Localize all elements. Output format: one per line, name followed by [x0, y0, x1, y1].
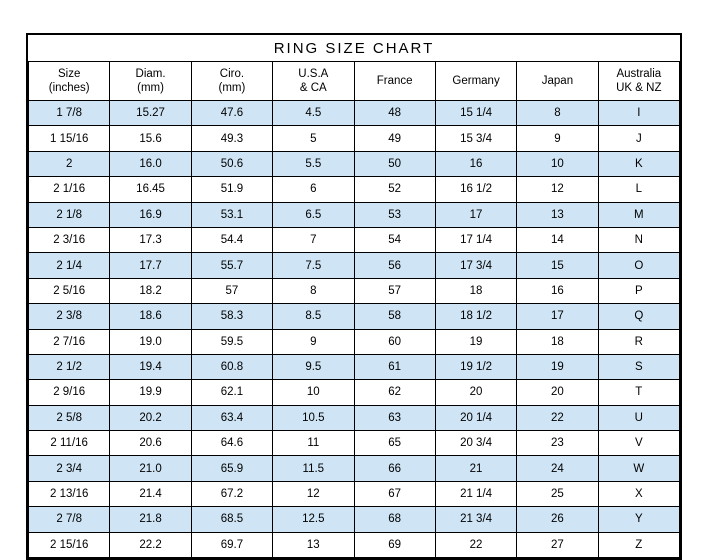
table-cell: 17	[517, 304, 598, 329]
table-cell: 16	[517, 278, 598, 303]
column-header-australia-uk-nz-line1: Australia	[616, 67, 662, 80]
table-cell: 65.9	[191, 456, 272, 481]
table-cell: 2 5/8	[29, 405, 110, 430]
column-header-size	[29, 62, 110, 101]
table-cell: 11	[273, 431, 354, 456]
table-cell: 24	[517, 456, 598, 481]
table-row	[29, 278, 680, 303]
table-cell: 19.0	[110, 329, 191, 354]
table-cell: 54	[354, 227, 435, 252]
table-cell: 20 3/4	[435, 431, 516, 456]
column-header-diameter-line1: Diam.	[135, 67, 166, 80]
table-row	[29, 101, 680, 126]
table-cell: 67.2	[191, 481, 272, 506]
table-cell: U	[598, 405, 679, 430]
table-cell: 51.9	[191, 177, 272, 202]
table-cell: 2	[29, 151, 110, 176]
table-cell: 18	[435, 278, 516, 303]
column-header-australia-uk-nz-line2: UK & NZ	[616, 82, 662, 94]
table-cell: 62.1	[191, 380, 272, 405]
column-header-france	[354, 62, 435, 101]
table-cell: 8	[517, 101, 598, 126]
table-row	[29, 405, 680, 430]
table-cell: 11.5	[273, 456, 354, 481]
table-cell: 17 3/4	[435, 253, 516, 278]
table-cell: 60.8	[191, 354, 272, 379]
column-header-size-line2: (inches)	[48, 82, 90, 94]
column-header-circumference-line1: Ciro.	[219, 67, 245, 80]
table-cell: 1 15/16	[29, 126, 110, 151]
table-cell: 16.0	[110, 151, 191, 176]
table-cell: W	[598, 456, 679, 481]
table-row	[29, 507, 680, 532]
table-cell: 69	[354, 532, 435, 557]
table-cell: 2 1/4	[29, 253, 110, 278]
table-cell: 8	[273, 278, 354, 303]
table-cell: 19.4	[110, 354, 191, 379]
table-cell: 15.6	[110, 126, 191, 151]
table-cell: 66	[354, 456, 435, 481]
table-cell: 65	[354, 431, 435, 456]
table-cell: 21.0	[110, 456, 191, 481]
table-cell: S	[598, 354, 679, 379]
table-cell: 6	[273, 177, 354, 202]
table-row	[29, 380, 680, 405]
table-cell: 68	[354, 507, 435, 532]
table-cell: 9	[273, 329, 354, 354]
table-cell: 20 1/4	[435, 405, 516, 430]
table-cell: 16.45	[110, 177, 191, 202]
table-cell: M	[598, 202, 679, 227]
table-header	[29, 35, 680, 101]
table-cell: 2 5/16	[29, 278, 110, 303]
table-cell: 15	[517, 253, 598, 278]
table-cell: 2 9/16	[29, 380, 110, 405]
table-cell: 2 7/8	[29, 507, 110, 532]
table-cell: 61	[354, 354, 435, 379]
table-cell: 12.5	[273, 507, 354, 532]
table-cell: 27	[517, 532, 598, 557]
column-header-usa-ca-line2: & CA	[299, 82, 327, 94]
column-header-germany-line1: Germany	[452, 74, 500, 87]
table-cell: 7.5	[273, 253, 354, 278]
column-header-diameter	[110, 62, 191, 101]
column-header-circumference-line2: (mm)	[218, 82, 246, 94]
table-cell: 20.2	[110, 405, 191, 430]
table-row	[29, 304, 680, 329]
table-cell: 6.5	[273, 202, 354, 227]
table-row	[29, 532, 680, 557]
column-header-diameter-line2: (mm)	[137, 82, 164, 94]
table-cell: 53	[354, 202, 435, 227]
table-cell: K	[598, 151, 679, 176]
table-cell: 60	[354, 329, 435, 354]
table-cell: 2 15/16	[29, 532, 110, 557]
table-cell: R	[598, 329, 679, 354]
table-cell: 19	[517, 354, 598, 379]
table-cell: 2 3/8	[29, 304, 110, 329]
table-cell: J	[598, 126, 679, 151]
table-row	[29, 253, 680, 278]
table-cell: 13	[517, 202, 598, 227]
ring-size-chart	[26, 33, 682, 560]
table-cell: 57	[354, 278, 435, 303]
table-cell: 21 1/4	[435, 481, 516, 506]
table-cell: 64.6	[191, 431, 272, 456]
table-row	[29, 431, 680, 456]
table-cell: 63	[354, 405, 435, 430]
table-cell: 21.4	[110, 481, 191, 506]
table-row	[29, 126, 680, 151]
table-cell: 5.5	[273, 151, 354, 176]
table-cell: 17.3	[110, 227, 191, 252]
table-cell: I	[598, 101, 679, 126]
column-header-france-line1: France	[376, 74, 413, 87]
table-cell: 56	[354, 253, 435, 278]
table-cell: 2 1/8	[29, 202, 110, 227]
table-cell: 19 1/2	[435, 354, 516, 379]
column-header-australia-uk-nz	[598, 62, 679, 101]
table-cell: 58	[354, 304, 435, 329]
table-cell: 54.4	[191, 227, 272, 252]
table-cell: 55.7	[191, 253, 272, 278]
table-cell: 49	[354, 126, 435, 151]
table-cell: Z	[598, 532, 679, 557]
table-cell: 12	[273, 481, 354, 506]
column-header-japan	[517, 62, 598, 101]
table-cell: 17	[435, 202, 516, 227]
table-cell: 69.7	[191, 532, 272, 557]
table-cell: 14	[517, 227, 598, 252]
table-cell: 50.6	[191, 151, 272, 176]
ring-size-table	[28, 35, 680, 558]
table-cell: 16.9	[110, 202, 191, 227]
table-cell: 15 3/4	[435, 126, 516, 151]
title-row	[29, 35, 680, 62]
table-cell: 53.1	[191, 202, 272, 227]
table-cell: 18.2	[110, 278, 191, 303]
table-row	[29, 177, 680, 202]
table-row	[29, 456, 680, 481]
table-cell: N	[598, 227, 679, 252]
column-header-japan-line1: Japan	[541, 74, 574, 87]
table-cell: 2 1/2	[29, 354, 110, 379]
table-cell: 18 1/2	[435, 304, 516, 329]
column-header-germany	[435, 62, 516, 101]
table-cell: 21.8	[110, 507, 191, 532]
table-cell: 19.9	[110, 380, 191, 405]
table-cell: 2 1/16	[29, 177, 110, 202]
column-header-row	[29, 62, 680, 101]
column-header-size-line1: Size	[58, 67, 81, 80]
table-cell: 16	[435, 151, 516, 176]
table-cell: 19	[435, 329, 516, 354]
table-cell: 50	[354, 151, 435, 176]
table-cell: Y	[598, 507, 679, 532]
table-cell: 47.6	[191, 101, 272, 126]
table-cell: 52	[354, 177, 435, 202]
table-cell: 10	[273, 380, 354, 405]
table-row	[29, 481, 680, 506]
table-row	[29, 354, 680, 379]
table-cell: 16 1/2	[435, 177, 516, 202]
table-row	[29, 202, 680, 227]
table-cell: 20.6	[110, 431, 191, 456]
table-cell: 20	[517, 380, 598, 405]
table-cell: 22	[517, 405, 598, 430]
table-cell: 26	[517, 507, 598, 532]
table-cell: 18.6	[110, 304, 191, 329]
table-cell: X	[598, 481, 679, 506]
table-cell: T	[598, 380, 679, 405]
table-cell: 21 3/4	[435, 507, 516, 532]
table-cell: 17.7	[110, 253, 191, 278]
table-body	[29, 101, 680, 558]
table-cell: L	[598, 177, 679, 202]
table-cell: 2 3/16	[29, 227, 110, 252]
table-cell: 68.5	[191, 507, 272, 532]
table-cell: 22	[435, 532, 516, 557]
table-cell: 2 13/16	[29, 481, 110, 506]
table-cell: 9	[517, 126, 598, 151]
table-cell: 15.27	[110, 101, 191, 126]
table-cell: 2 7/16	[29, 329, 110, 354]
table-cell: 67	[354, 481, 435, 506]
page-title: RING SIZE CHART	[29, 35, 680, 62]
table-cell: 22.2	[110, 532, 191, 557]
table-cell: Q	[598, 304, 679, 329]
table-cell: 57	[191, 278, 272, 303]
table-cell: 63.4	[191, 405, 272, 430]
table-cell: 25	[517, 481, 598, 506]
table-cell: 5	[273, 126, 354, 151]
table-cell: 20	[435, 380, 516, 405]
table-cell: 12	[517, 177, 598, 202]
table-row	[29, 329, 680, 354]
table-cell: 2 3/4	[29, 456, 110, 481]
table-cell: O	[598, 253, 679, 278]
table-cell: 2 11/16	[29, 431, 110, 456]
table-cell: P	[598, 278, 679, 303]
table-row	[29, 227, 680, 252]
column-header-usa-ca-line1: U.S.A	[298, 67, 329, 80]
table-cell: 10	[517, 151, 598, 176]
table-cell: 10.5	[273, 405, 354, 430]
table-cell: 1 7/8	[29, 101, 110, 126]
table-row	[29, 151, 680, 176]
table-cell: 48	[354, 101, 435, 126]
table-cell: 15 1/4	[435, 101, 516, 126]
table-cell: 49.3	[191, 126, 272, 151]
table-cell: 8.5	[273, 304, 354, 329]
table-cell: 62	[354, 380, 435, 405]
table-cell: 4.5	[273, 101, 354, 126]
table-cell: 18	[517, 329, 598, 354]
column-header-circumference	[191, 62, 272, 101]
table-cell: 23	[517, 431, 598, 456]
table-cell: 58.3	[191, 304, 272, 329]
table-cell: 9.5	[273, 354, 354, 379]
table-cell: 17 1/4	[435, 227, 516, 252]
table-cell: V	[598, 431, 679, 456]
table-cell: 59.5	[191, 329, 272, 354]
table-cell: 21	[435, 456, 516, 481]
column-header-usa-ca	[273, 62, 354, 101]
table-cell: 13	[273, 532, 354, 557]
table-cell: 7	[273, 227, 354, 252]
